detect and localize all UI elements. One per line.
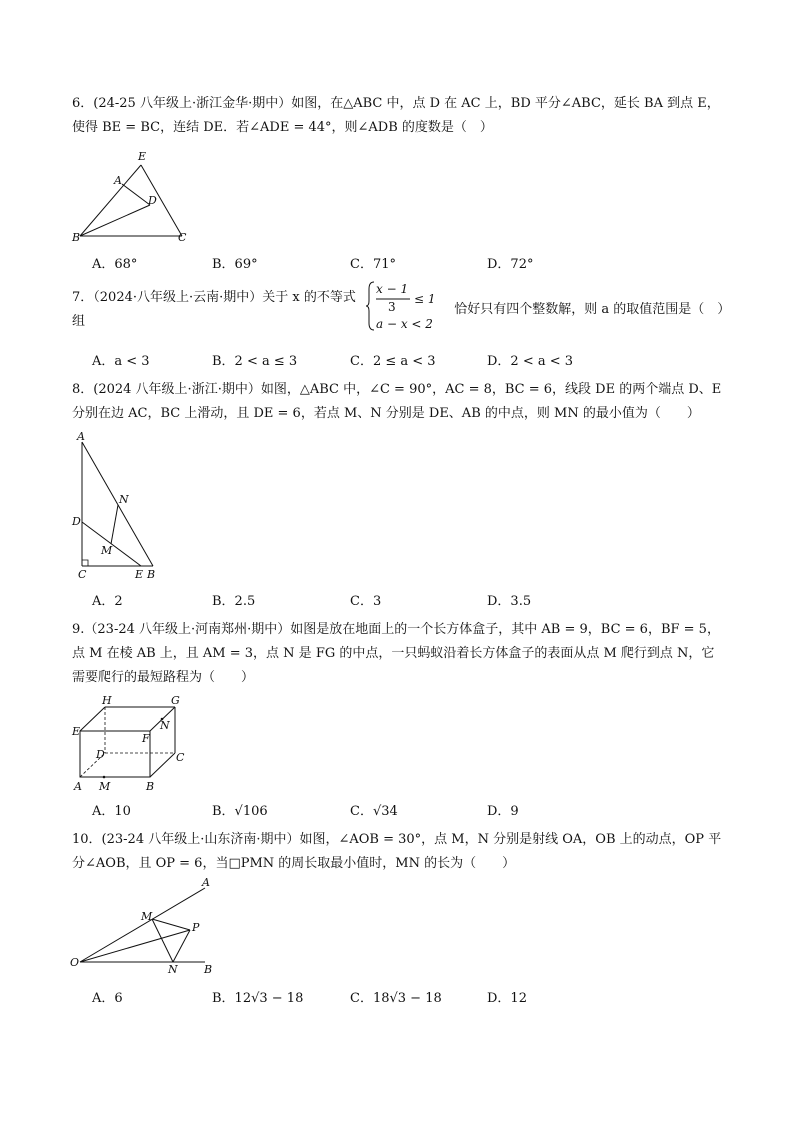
q9-option-a[interactable]: A．10 — [92, 804, 131, 819]
q6-option-c[interactable]: C．71° — [350, 257, 396, 272]
q9-label-G: G — [171, 694, 180, 707]
question-10 — [72, 828, 724, 876]
q10-option-d[interactable]: D．12 — [487, 991, 527, 1006]
question-10-options — [92, 987, 692, 1009]
q7-option-c[interactable]: C．2 ≤ a < 3 — [350, 354, 436, 369]
q8-option-c[interactable]: C．3 — [350, 594, 382, 609]
q10-label-B: B — [204, 963, 213, 976]
q6-label-C: C — [178, 231, 187, 244]
question-8 — [72, 378, 724, 426]
q9-label-F: F — [142, 732, 150, 745]
q7-option-d[interactable]: D．2 < a < 3 — [487, 354, 574, 369]
question-6-text-line1: 6．(24-25 八年级上·浙江金华·期中）如图，在△ABC 中，点 D 在 AC 上，BD 平分∠ABC，延长 BA 到点 E， — [72, 96, 720, 111]
question-10-figure — [70, 876, 220, 980]
question-8-text-line2: 分别在边 AC，BC 上滑动，且 DE = 6，若点 M、N 分别是 DE、AB 的中点，则 MN 的最小值为（ ） — [72, 406, 700, 421]
q8-option-a[interactable]: A．2 — [92, 594, 123, 609]
q10-label-M: M — [141, 910, 153, 923]
system-numerator: x − 1 — [376, 281, 409, 296]
inequality-system — [366, 279, 450, 342]
q8-option-b[interactable]: B．2.5 — [212, 594, 256, 609]
question-7-options — [92, 350, 692, 372]
question-7 — [72, 281, 731, 338]
q10-option-a[interactable]: A．6 — [92, 991, 123, 1006]
question-10-text-line2: 分∠AOB，且 OP = 6，当□PMN 的周长取最小值时，MN 的长为（ ） — [72, 856, 516, 871]
q9-label-H: H — [102, 694, 112, 707]
question-9-text-line1: 9.（23-24 八年级上·河南郑州·期中）如图是放在地面上的一个长方体盒子，其中 AB = 9，BC = 6，BF = 5， — [72, 622, 720, 637]
question-6-options — [92, 253, 692, 275]
q9-label-D: D — [96, 748, 105, 761]
question-9-options — [92, 800, 692, 822]
q10-label-P: P — [192, 921, 200, 934]
q8-label-M: M — [101, 544, 113, 557]
q6-label-E: E — [138, 150, 147, 163]
question-9-text-line3: 需要爬行的最短路程为（ ） — [72, 670, 255, 685]
q9-label-E: E — [72, 725, 81, 738]
question-6 — [72, 92, 724, 140]
q9-option-c[interactable]: C．√34 — [350, 804, 398, 819]
q7-option-b[interactable]: B．2 < a ≤ 3 — [212, 354, 298, 369]
q9-label-C: C — [176, 751, 185, 764]
q10-option-b[interactable]: B．12√3 − 18 — [212, 991, 304, 1006]
question-6-text-line2: 使得 BE = BC，连结 DE．若∠ADE = 44°，则∠ADB 的度数是（ ） — [72, 120, 493, 135]
q9-option-b[interactable]: B．√106 — [212, 804, 268, 819]
question-9-text-line2: 点 M 在棱 AB 上，且 AM = 3，点 N 是 FG 的中点，一只蚂蚁沿着长方体盒子的表面从点 M 爬行到点 N，它 — [72, 646, 715, 661]
q8-label-D: D — [72, 515, 81, 528]
q8-label-A: A — [77, 430, 85, 443]
q8-label-N: N — [119, 493, 129, 506]
question-9-figure — [72, 695, 192, 795]
q9-label-M: M — [99, 780, 111, 793]
system-denominator: 3 — [388, 299, 396, 314]
question-8-figure — [72, 430, 172, 580]
q10-option-c[interactable]: C．18√3 − 18 — [350, 991, 442, 1006]
question-10-text-line1: 10．(23-24 八年级上·山东济南·期中）如图，∠AOB = 30°，点 M，N 分别是射线 OA，OB 上的动点，OP 平 — [72, 832, 722, 847]
q6-option-b[interactable]: B．69° — [212, 257, 258, 272]
question-6-figure — [70, 145, 200, 245]
system-line2: a − x < 2 — [376, 316, 434, 331]
question-7-suffix: 恰好只有四个整数解，则 a 的取值范围是（ ） — [454, 302, 731, 317]
q6-option-d[interactable]: D．72° — [487, 257, 534, 272]
q6-label-B: B — [72, 231, 81, 244]
system-relation: ≤ 1 — [414, 291, 436, 306]
q8-label-B: B — [147, 568, 156, 581]
q8-option-d[interactable]: D．3.5 — [487, 594, 532, 609]
q6-label-D: D — [148, 194, 157, 207]
q10-label-O: O — [70, 956, 80, 969]
q9-label-N: N — [160, 719, 170, 732]
q9-label-A: A — [74, 780, 82, 793]
q7-option-a[interactable]: A．a < 3 — [92, 354, 150, 369]
question-7-prefix: 7．（2024·八年级上·云南·期中）关于 x 的不等式组 — [72, 290, 356, 329]
q8-label-C: C — [78, 568, 87, 581]
q8-label-E: E — [135, 568, 144, 581]
q10-label-N: N — [168, 963, 178, 976]
q6-label-A: A — [114, 174, 122, 187]
q9-option-d[interactable]: D．9 — [487, 804, 519, 819]
q6-option-a[interactable]: A．68° — [92, 257, 138, 272]
q9-label-B: B — [146, 780, 155, 793]
q10-label-A: A — [202, 876, 210, 889]
question-9 — [72, 618, 724, 690]
question-8-options — [92, 590, 692, 612]
question-8-text-line1: 8．(2024 八年级上·浙江·期中）如图，△ABC 中，∠C = 90°，AC = 8，BC = 6，线段 DE 的两个端点 D、E — [72, 382, 722, 397]
